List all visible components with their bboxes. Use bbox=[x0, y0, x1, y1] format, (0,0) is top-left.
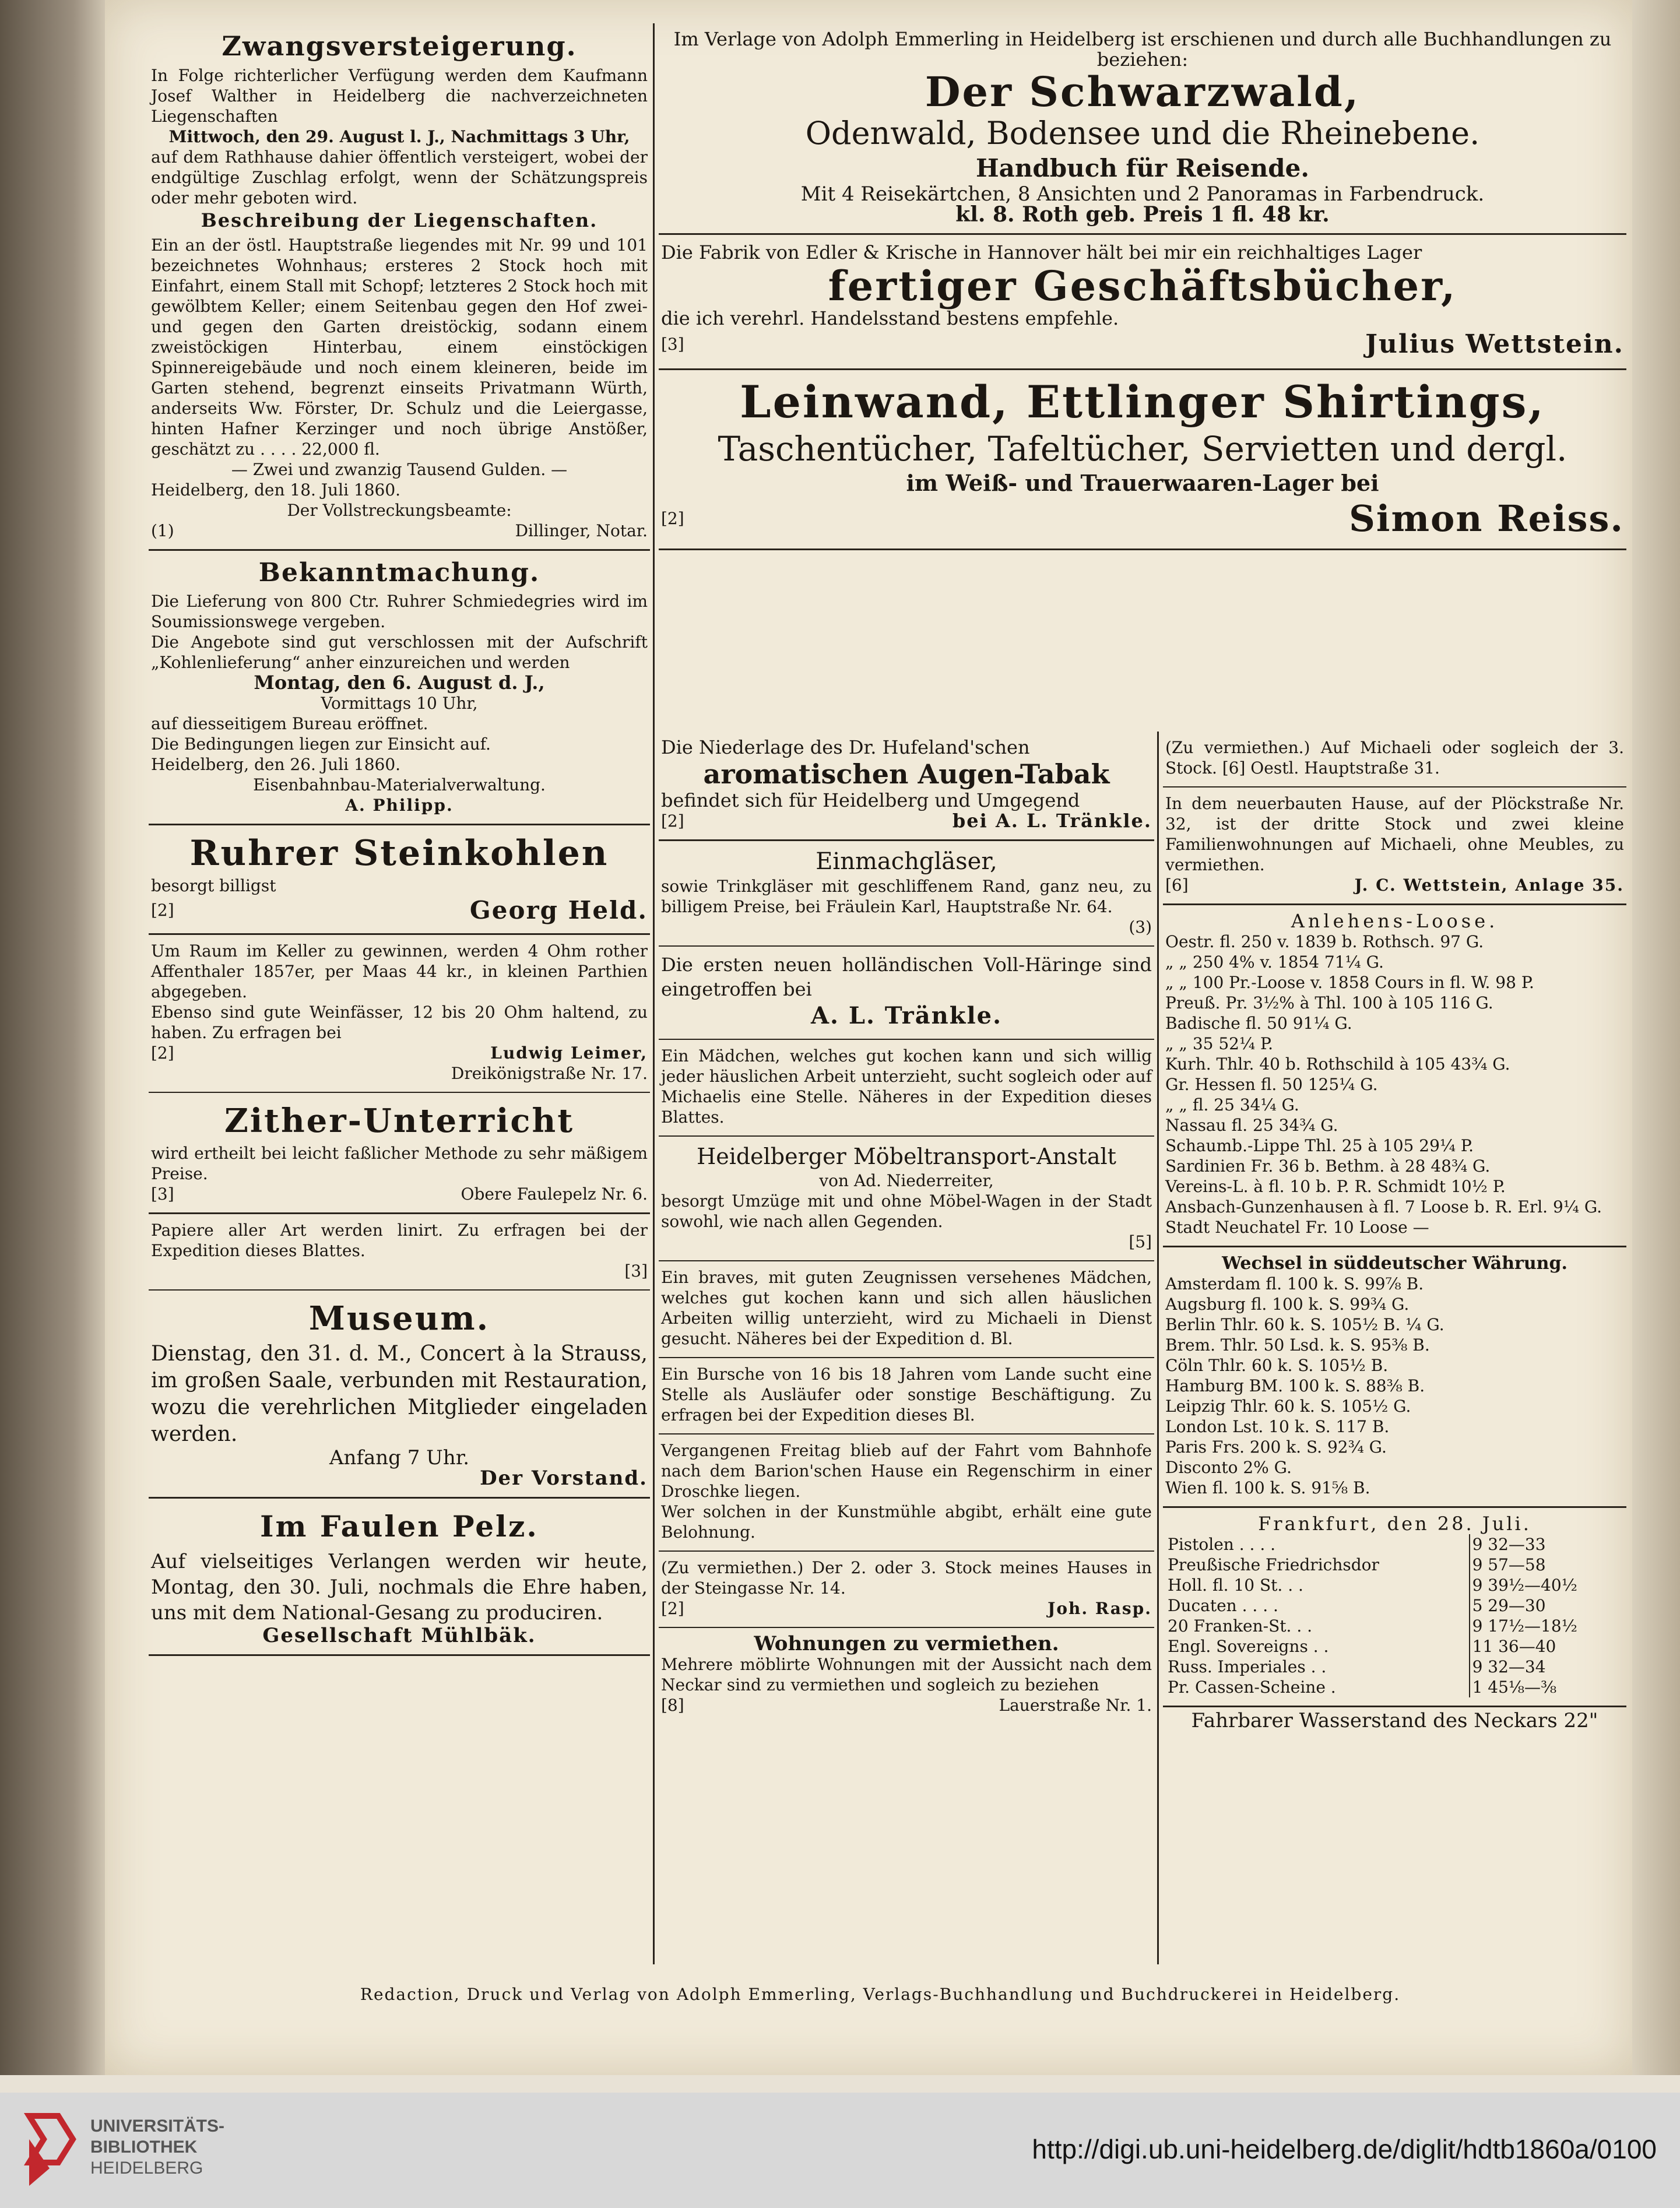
rate-line: „ „ 35 52¼ P. bbox=[1165, 1034, 1274, 1053]
coin-rate: 9 32—33 bbox=[1470, 1534, 1624, 1555]
rate-line: Preuß. Pr. 3½% à Thl. 100 à 105 116 G. bbox=[1165, 993, 1493, 1012]
ad-vermiethen-michaeli bbox=[1163, 732, 1626, 787]
ad-marker: [8] bbox=[661, 1696, 684, 1715]
ad-marker: [2] bbox=[661, 509, 684, 528]
paragraph: Montag, den 6. August d. J., bbox=[254, 671, 545, 694]
paragraph: sowie Trinkgläser mit geschliffenem Rand, ganz neu, zu billigem Preise, bei Fräulein Karl, Hauptstraße Nr. 64. bbox=[661, 877, 1152, 916]
ad-marker: [3] bbox=[661, 335, 684, 354]
paragraph: Ein Bursche von 16 bis 18 Jahren vom Lande sucht eine Stelle als Ausläufer oder sonstige Beschäftigung. Zu erfragen bei der Expedition dieses Bl. bbox=[661, 1365, 1152, 1425]
ad-zu-vermiethen bbox=[659, 1552, 1154, 1628]
paragraph: Um Raum im Keller zu gewinnen, werden 4 Ohm rother Affenthaler 1857er, per Maas 44 kr., in kleinen Parthien abgegeben. bbox=[151, 941, 648, 1001]
ad-marker: [2] bbox=[151, 901, 174, 920]
paragraph: Ebenso sind gute Weinfässer, 12 bis 20 Ohm haltend, zu haben. Zu erfragen bei bbox=[151, 1003, 648, 1042]
ad-zwangsversteigerung bbox=[149, 23, 650, 551]
paragraph: im Weiß- und Trauerwaaren-Lager bei bbox=[906, 470, 1379, 496]
left-column bbox=[149, 23, 650, 1656]
ad-geschaeftsbuecher bbox=[659, 235, 1626, 370]
heading: Der Schwarzwald, bbox=[925, 68, 1361, 116]
coin-name: 20 Franken-St. . . bbox=[1168, 1616, 1313, 1636]
heading: Wechsel in süddeutscher Währung. bbox=[1222, 1253, 1567, 1274]
coin-name: Ducaten . . . . bbox=[1168, 1596, 1278, 1615]
coin-rate: 9 57—58 bbox=[1470, 1555, 1624, 1575]
heading: fertiger Geschäftsbücher, bbox=[828, 262, 1457, 310]
paragraph: Die Niederlage des Dr. Hufeland'schen bbox=[661, 736, 1030, 758]
ad-marker: [3] bbox=[151, 1184, 174, 1204]
paragraph: Vormittags 10 Uhr, bbox=[321, 694, 478, 713]
paragraph: Der Vollstreckungsbeamte: bbox=[287, 501, 512, 520]
neckar-pegel: Fahrbarer Wasserstand des Neckars 22" bbox=[1191, 1709, 1598, 1732]
rate-line: Brem. Thlr. 50 Lsd. k. S. 95⅜ B. bbox=[1165, 1335, 1430, 1355]
heading: Zwangsversteigerung. bbox=[222, 30, 577, 62]
library-name-line: UNIVERSITÄTS- bbox=[90, 2116, 225, 2136]
permalink-url[interactable]: http://digi.ub.uni-heidelberg.de/diglit/hdtb1860a/0100 bbox=[1032, 2134, 1657, 2164]
library-name-line: HEIDELBERG bbox=[90, 2158, 203, 2178]
paragraph: In dem neuerbauten Hause, auf der Plöckstraße Nr. 32, ist der dritte Stock und zwei kleine Familienwohnungen auf Michaeli, ohne Meubles, zu vermiethen. bbox=[1165, 794, 1624, 874]
imprint-footer: Redaction, Druck und Verlag von Adolph Emmerling, Verlags-Buchhandlung und Buchdruckerei in Heidelberg. bbox=[360, 1985, 1401, 2004]
subheading: Taschentücher, Tafeltücher, Servietten und dergl. bbox=[718, 429, 1567, 469]
heading: Ruhrer Steinkohlen bbox=[189, 833, 609, 874]
rate-line: Kurh. Thlr. 40 b. Rothschild à 105 43¾ G. bbox=[1165, 1054, 1510, 1074]
ad-wohnungen bbox=[659, 1628, 1154, 1724]
coin-name: Holl. fl. 10 St. . . bbox=[1168, 1576, 1303, 1595]
paragraph: Vergangenen Freitag blieb auf der Fahrt vom Bahnhofe nach dem Barion'schen Hause ein Regenschirm in einer Droschke liegen. bbox=[661, 1441, 1152, 1501]
ad-affenthaler bbox=[149, 935, 650, 1093]
book-spine bbox=[0, 0, 105, 2075]
table-row bbox=[1165, 1636, 1624, 1657]
rate-line: Sardinien Fr. 36 b. Bethm. à 28 48¾ G. bbox=[1165, 1156, 1491, 1176]
paragraph: besorgt Umzüge mit und ohne Möbel-Wagen in der Stadt sowohl, wie nach allen Gegenden. bbox=[661, 1191, 1152, 1231]
ad-ploeckstrasse bbox=[1163, 787, 1626, 905]
heading: Bekanntmachung. bbox=[258, 558, 540, 588]
signature: A. L. Tränkle. bbox=[810, 1002, 1003, 1029]
right-column-top bbox=[659, 23, 1626, 550]
ad-schwarzwald bbox=[659, 23, 1626, 235]
rate-line: Stadt Neuchatel Fr. 10 Loose — bbox=[1165, 1218, 1429, 1237]
paragraph: — Zwei und zwanzig Tausend Gulden. — bbox=[231, 460, 568, 479]
ad-marker: [2] bbox=[661, 1599, 684, 1618]
paragraph: befindet sich für Heidelberg und Umgegend bbox=[661, 789, 1080, 811]
rate-line: Paris Frs. 200 k. S. 92¾ G. bbox=[1165, 1437, 1387, 1457]
coin-rate: 9 39½—40½ bbox=[1470, 1575, 1624, 1595]
rate-line: Vereins-L. à fl. 10 b. P. R. Schmidt 10½ P. bbox=[1165, 1177, 1506, 1196]
paragraph: auf diesseitigem Bureau eröffnet. bbox=[151, 714, 428, 733]
heading: Heidelberger Möbeltransport-Anstalt bbox=[697, 1144, 1116, 1169]
ad-marker: [2] bbox=[151, 1043, 174, 1063]
paragraph: besorgt billigst bbox=[151, 876, 276, 895]
ad-simon-reiss bbox=[659, 370, 1626, 550]
rate-line: Disconto 2% G. bbox=[1165, 1458, 1292, 1477]
address: Lauerstraße Nr. 1. bbox=[999, 1696, 1152, 1715]
rate-line: Hamburg BM. 100 k. S. 88⅜ B. bbox=[1165, 1376, 1425, 1395]
ad-marker: [6] bbox=[1165, 876, 1189, 895]
heading: Einmachgläser, bbox=[816, 848, 997, 875]
coin-rate: 11 36—40 bbox=[1470, 1636, 1624, 1657]
coin-name: Engl. Sovereigns . . bbox=[1168, 1637, 1329, 1656]
coin-rate: 9 17½—18½ bbox=[1470, 1616, 1624, 1636]
ad-braves-maedchen bbox=[659, 1261, 1154, 1358]
paragraph: (Zu vermiethen.) Auf Michaeli oder sogleich der 3. Stock. [6] Oestl. Hauptstraße 31. bbox=[1165, 738, 1624, 778]
heading: Frankfurt, den 28. Juli. bbox=[1258, 1513, 1531, 1535]
coin-name: Pr. Cassen-Scheine . bbox=[1168, 1678, 1336, 1697]
coin-rate: 9 32—34 bbox=[1470, 1657, 1624, 1677]
paragraph: Dienstag, den 31. d. M., Concert à la Strauss, im großen Saale, verbunden mit Restauration, wozu die verehrlichen Mitglieder eingeladen werden. bbox=[151, 1342, 648, 1446]
signature: Julius Wettstein. bbox=[1365, 329, 1624, 359]
library-name bbox=[90, 2116, 224, 2179]
right-column bbox=[1163, 732, 1626, 1731]
paragraph: Ein an der östl. Hauptstraße liegendes mit Nr. 99 und 101 bezeichnetes Wohnhaus; ersteres 2 Stock hoch mit Einfahrt, einem Stall mit Schopf; letzteres 2 Stock hoch mit gewölbtem Keller; einem Seitenbau gegen den Hof zwei- und gegen den Garten dreistöckig, sodann einem zweistöckigen Hinterbau, einem einstöckigen Spinnereigebäude und noch einem kleineren, beide im Garten stehend, begrenzt einseits Privatmann Würth, anderseits Ww. Förster, Dr. Schulz und die Leiergasse, hinten Hafner Kerzinger und noch übrige Anstößer, geschätzt zu . . . . 22,000 fl. bbox=[151, 235, 648, 459]
rate-line: Cöln Thlr. 60 k. S. 105½ B. bbox=[1165, 1356, 1389, 1375]
signature: J. C. Wettstein, Anlage 35. bbox=[1354, 876, 1624, 895]
ad-marker: (1) bbox=[151, 521, 174, 540]
coin-rate: 1 45⅛—⅜ bbox=[1470, 1677, 1624, 1697]
heidelberg-library-logo-icon bbox=[17, 2104, 82, 2192]
ad-marker: [2] bbox=[661, 811, 684, 831]
ad-papiere bbox=[149, 1214, 650, 1291]
heading: Museum. bbox=[308, 1299, 490, 1338]
table-row bbox=[1165, 1555, 1624, 1575]
signature: Ludwig Leimer, bbox=[490, 1043, 648, 1063]
paragraph: Die Fabrik von Edler & Krische in Hannover hält bei mir ein reichhaltiges Lager bbox=[661, 241, 1422, 263]
paragraph: Ein braves, mit guten Zeugnissen versehenes Mädchen, welches gut kochen kann und sich allen häuslichen Arbeiten willig unterzieht, wird zu Michaeli in Dienst gesucht. Näheres bei der Expedition d. Bl. bbox=[661, 1268, 1152, 1348]
paragraph: Anfang 7 Uhr. bbox=[329, 1446, 470, 1469]
ad-ruhrer-steinkohlen bbox=[149, 825, 650, 935]
rate-line: London Lst. 10 k. S. 117 B. bbox=[1165, 1417, 1390, 1436]
frankfurt-table bbox=[1165, 1534, 1624, 1697]
coin-name: Pistolen . . . . bbox=[1168, 1535, 1276, 1554]
rate-line: Nassau fl. 25 34¾ G. bbox=[1165, 1116, 1338, 1135]
paragraph: Die Lieferung von 800 Ctr. Ruhrer Schmiedegries wird im Soumissionswege vergeben. bbox=[151, 592, 648, 631]
wechsel-list bbox=[1165, 1274, 1624, 1498]
coin-name: Preußische Friedrichsdor bbox=[1168, 1555, 1379, 1574]
rate-line: Schaumb.-Lippe Thl. 25 à 105 29¼ P. bbox=[1165, 1136, 1474, 1155]
rate-line: Wien fl. 100 k. S. 91⅝ B. bbox=[1165, 1478, 1370, 1497]
ad-museum bbox=[149, 1291, 650, 1499]
signature: Gesellschaft Mühlbäk. bbox=[262, 1624, 536, 1647]
rate-line: Gr. Hessen fl. 50 125¼ G. bbox=[1165, 1075, 1378, 1094]
ad-einmachglaeser bbox=[659, 841, 1154, 947]
price-line: kl. 8. Roth geb. Preis 1 fl. 48 kr. bbox=[955, 202, 1330, 227]
address: Dreikönigstraße Nr. 17. bbox=[451, 1064, 648, 1083]
signature: Der Vorstand. bbox=[480, 1467, 648, 1490]
library-name-line: BIBLIOTHEK bbox=[90, 2137, 198, 2157]
rate-line: Ansbach-Gunzenhausen à fl. 7 Loose b. R. Erl. 9¼ G. bbox=[1165, 1197, 1602, 1216]
anlehens-loose bbox=[1163, 905, 1626, 1247]
paragraph: Ein Mädchen, welches gut kochen kann und sich willig jeder häuslichen Arbeit unterzieht, sucht sogleich oder auf Michaelis eine Stelle. Näheres in der Expedition dieses Blattes. bbox=[661, 1046, 1152, 1127]
paragraph: von Ad. Niederreiter, bbox=[819, 1171, 994, 1190]
ad-regenschirm bbox=[659, 1435, 1154, 1552]
ad-moebeltransport bbox=[659, 1137, 1154, 1261]
paragraph: In Folge richterlicher Verfügung werden dem Kaufmann Josef Walther in Heidelberg die nachverzeichneten Liegenschaften bbox=[151, 66, 648, 126]
coin-rate: 5 29—30 bbox=[1470, 1595, 1624, 1616]
table-row bbox=[1165, 1616, 1624, 1636]
signature: Simon Reiss. bbox=[1349, 497, 1624, 540]
paragraph: auf dem Rathhause dahier öffentlich versteigert, wobei der endgültige Zuschlag erfolgt, wenn der Schätzungspreis oder mehr geboten wird. bbox=[151, 147, 648, 208]
subheading: Odenwald, Bodensee und die Rheinebene. bbox=[805, 115, 1480, 152]
next-page-edge bbox=[1632, 0, 1680, 2075]
paragraph: wird ertheilt bei leicht faßlicher Methode zu sehr mäßigem Preise. bbox=[151, 1144, 648, 1183]
rate-line: „ „ fl. 25 34¼ G. bbox=[1165, 1095, 1299, 1114]
paragraph: Mit 4 Reisekärtchen, 8 Ansichten und 2 Panoramas in Farbendruck. bbox=[800, 182, 1485, 206]
frankfurt-kurse bbox=[1163, 1508, 1626, 1707]
address: Obere Faulepelz Nr. 6. bbox=[461, 1184, 648, 1204]
rate-line: „ „ 250 4% v. 1854 71¼ G. bbox=[1165, 952, 1384, 972]
heading: aromatischen Augen-Tabak bbox=[703, 758, 1110, 790]
paragraph: Eisenbahnbau-Materialverwaltung. bbox=[253, 775, 546, 794]
table-row bbox=[1165, 1595, 1624, 1616]
table-row bbox=[1165, 1677, 1624, 1697]
signature: Joh. Rasp. bbox=[1048, 1599, 1152, 1618]
rate-line: Oestr. fl. 250 v. 1839 b. Rothsch. 97 G. bbox=[1165, 932, 1484, 951]
heading: Wohnungen zu vermiethen. bbox=[754, 1632, 1059, 1655]
paragraph: Im Verlage von Adolph Emmerling in Heidelberg ist erschienen und durch alle Buchhandlungen zu beziehen: bbox=[673, 28, 1612, 71]
ad-marker: [5] bbox=[1129, 1232, 1152, 1251]
ad-bekanntmachung bbox=[149, 551, 650, 825]
paragraph: Mehrere möblirte Wohnungen mit der Aussicht nach dem Neckar sind zu vermiethen und sogleich zu beziehen bbox=[661, 1655, 1152, 1694]
paragraph: Mittwoch, den 29. August l. J., Nachmittags 3 Uhr, bbox=[168, 127, 630, 146]
table-row bbox=[1165, 1534, 1624, 1555]
rate-line: „ „ 100 Pr.-Loose v. 1858 Cours in fl. W. 98 P. bbox=[1165, 973, 1534, 992]
ad-augen-tabak bbox=[659, 732, 1154, 841]
signature: A. Philipp. bbox=[345, 796, 454, 815]
paragraph: Wer solchen in der Kunstmühle abgibt, erhält eine gute Belohnung. bbox=[661, 1502, 1152, 1542]
subheading: Beschreibung der Liegenschaften. bbox=[201, 209, 598, 231]
subheading: Handbuch für Reisende. bbox=[976, 154, 1309, 182]
ad-marker: (3) bbox=[1129, 917, 1152, 937]
paragraph: Die Angebote sind gut verschlossen mit der Aufschrift „Kohlenlieferung“ anher einzureichen und werden bbox=[151, 632, 648, 672]
ad-marker: [3] bbox=[624, 1261, 648, 1281]
paragraph: Papiere aller Art werden linirt. Zu erfragen bei der Expedition dieses Blattes. bbox=[151, 1221, 648, 1260]
rate-line: Augsburg fl. 100 k. S. 99¾ G. bbox=[1165, 1295, 1410, 1314]
rate-line: Badische fl. 50 91¼ G. bbox=[1165, 1014, 1352, 1033]
middle-column bbox=[659, 732, 1154, 1724]
signature: bei A. L. Tränkle. bbox=[952, 810, 1152, 832]
heading: Anlehens-Loose. bbox=[1291, 910, 1499, 932]
column-divider bbox=[653, 23, 655, 1964]
table-row bbox=[1165, 1657, 1624, 1677]
coin-name: Russ. Imperiales . . bbox=[1168, 1657, 1327, 1676]
rate-line: Berlin Thlr. 60 k. S. 105½ B. ¼ G. bbox=[1165, 1315, 1444, 1334]
rate-line: Leipzig Thlr. 60 k. S. 105½ G. bbox=[1165, 1397, 1411, 1416]
date-line: Heidelberg, den 26. Juli 1860. bbox=[151, 755, 401, 774]
paragraph: Die ersten neuen holländischen Voll-Häringe sind eingetroffen bei bbox=[661, 954, 1152, 1000]
heading: Im Faulen Pelz. bbox=[260, 1509, 539, 1544]
loose-list bbox=[1165, 931, 1624, 1237]
heading: Leinwand, Ettlinger Shirtings, bbox=[740, 376, 1545, 428]
ad-maedchen bbox=[659, 1040, 1154, 1137]
paragraph: die ich verehrl. Handelsstand bestens empfehle. bbox=[661, 307, 1119, 329]
signature: Dillinger, Notar. bbox=[515, 521, 648, 540]
signature: Georg Held. bbox=[469, 896, 648, 924]
ad-bursche bbox=[659, 1358, 1154, 1435]
ad-faulen-pelz bbox=[149, 1499, 650, 1656]
rate-line: Amsterdam fl. 100 k. S. 99⅞ B. bbox=[1165, 1274, 1424, 1293]
heading: Zither-Unterricht bbox=[224, 1102, 575, 1140]
paragraph: Die Bedingungen liegen zur Einsicht auf. bbox=[151, 734, 491, 754]
wechsel-kurse bbox=[1163, 1247, 1626, 1508]
date-line: Heidelberg, den 18. Juli 1860. bbox=[151, 480, 401, 500]
paragraph: (Zu vermiethen.) Der 2. oder 3. Stock meines Hauses in der Steingasse Nr. 14. bbox=[661, 1558, 1152, 1598]
paragraph: Auf vielseitiges Verlangen werden wir heute, Montag, den 30. Juli, nochmals die Ehre haben, uns mit dem National-Gesang zu produciren. bbox=[151, 1550, 648, 1625]
table-row bbox=[1165, 1575, 1624, 1595]
ad-zither-unterricht bbox=[149, 1093, 650, 1214]
column-divider bbox=[1157, 732, 1159, 1964]
ad-haeringe bbox=[659, 947, 1154, 1040]
